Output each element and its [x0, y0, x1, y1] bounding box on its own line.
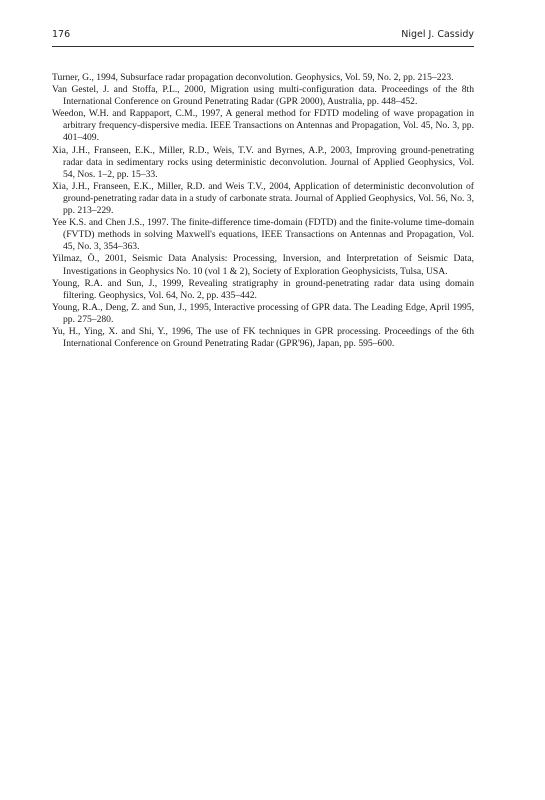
reference-entry: Young, R.A., Deng, Z. and Sun, J., 1995, Interactive processing of GPR data. The Leading Edge, April 1995, pp. 275–280.	[52, 301, 474, 325]
reference-entry: Young, R.A. and Sun, J., 1999, Revealing stratigraphy in ground-penetrating radar data using domain filtering. Geophysics, Vol. 64, No. 2, pp. 435–442.	[52, 277, 474, 301]
page-number: 176	[52, 29, 71, 40]
reference-entry: Yu, H., Ying, X. and Shi, Y., 1996, The use of FK techniques in GPR processing. Proceedings of the 6th International Conference on Ground Penetrating Radar (GPR'96), Japan, pp. 595–600.	[52, 325, 474, 350]
reference-entry: Xia, J.H., Franseen, E.K., Miller, R.D., Weis, T.V. and Byrnes, A.P., 2003, Improving ground-penetrating radar data in sedimentary rocks using deterministic deconvolution. Journal of Applied Geophysics, Vol. 54, Nos. 1–2, pp. 15–33.	[52, 144, 474, 180]
reference-entry: Yilmaz, Ö., 2001, Seismic Data Analysis: Processing, Inversion, and Interpretation of Seismic Data, Investigations in Geophysics No. 10 (vol 1 & 2), Society of Exploration Geophysicists, Tulsa, USA.	[52, 253, 474, 277]
reference-entry: Van Gestel, J. and Stoffa, P.L., 2000, Migration using multi-configuration data. Proceedings of the 8th International Conference on Ground Penetrating Radar (GPR 2000), Australia, pp. 448–452.	[52, 84, 474, 108]
reference-entry: Xia, J.H., Franseen, E.K., Miller, R.D. and Weis T.V., 2004, Application of deterministic deconvolution of ground-penetrating radar data in a study of carbonate strata. Journal of Applied Geophysics, Vol. 56, No. 3, pp. 213–229.	[52, 180, 475, 217]
reference-entry: Weedon, W.H. and Rappaport, C.M., 1997, A general method for FDTD modeling of wave propagation in arbitrary frequency-dispersive media. IEEE Transactions on Antennas and Propagation, Vol. 45, No. 3, pp. 401–409.	[52, 108, 474, 144]
reference-entry: Turner, G., 1994, Subsurface radar propagation deconvolution. Geophysics, Vol. 59, No. 2, pp. 215–223.	[52, 72, 454, 83]
page-header	[52, 29, 474, 45]
header-rule	[52, 46, 474, 47]
running-head-author: Nigel J. Cassidy	[401, 29, 474, 40]
reference-entry: Yee K.S. and Chen J.S., 1997. The finite-difference time-domain (FDTD) and the finite-volume time-domain (FVTD) methods in solving Maxwell's equations, IEEE Transactions on Antennas and Propagation, Vol. 45, No. 3, 354–363.	[52, 217, 474, 253]
reference-list	[52, 72, 474, 350]
